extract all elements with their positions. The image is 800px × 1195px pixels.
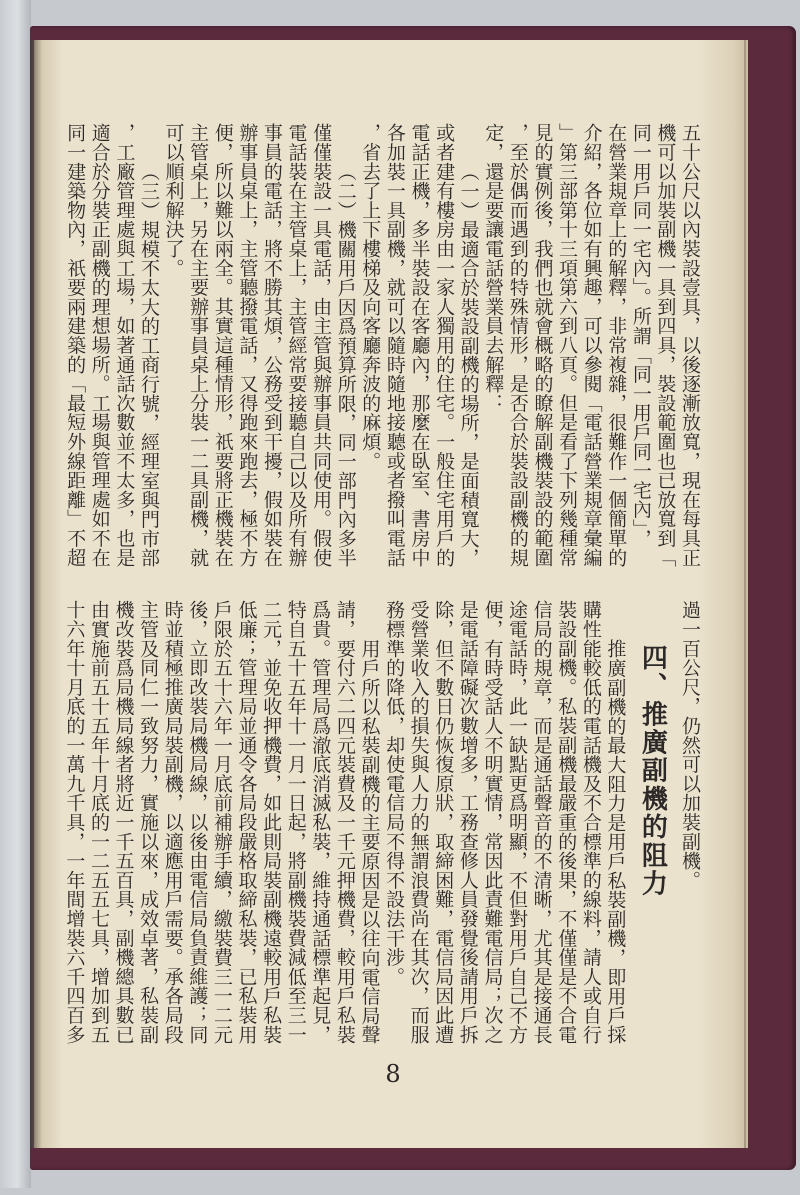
continuation-column: 過一百公尺，仍然可以加裝副機。 (679, 600, 701, 890)
text-column: 僅僅裝設一具電話，由主管與辦事員共同使用。假使 (310, 123, 333, 567)
text-column: （三）規模不太大的工商行號，經理室與門市部 (137, 161, 160, 567)
page-right-edge (744, 40, 746, 1148)
text-column: 十六年十月底的一萬九千具，一年間增裝六千四百多 (63, 600, 86, 1044)
text-column: 主管桌上，另在主要辦事員桌上分裝一二具副機，就 (187, 123, 210, 567)
text-column: 」第三部第十三項第六到八頁。但是看了下列幾種常 (556, 123, 579, 567)
text-column: ，至於偶而遇到的特殊情形，是否合於裝設副機的規 (506, 123, 529, 567)
lower-text-block (61, 600, 702, 1052)
text-column: 受營業收入的損失與人力的無謂浪費尚在其次，而服 (407, 600, 430, 1044)
text-column: 便，有時受話人不明實情，常因此責難電信局；次之 (481, 600, 504, 1044)
text-column: 低廉；管理局並通令各局段嚴格取締私裝，已私裝用 (235, 600, 258, 1044)
text-column: 爲貴。管理局爲澈底消滅私裝，維持通話標準起見， (309, 600, 332, 1044)
text-column: 可以順利解決了。 (162, 123, 185, 278)
text-column: 除，但不數日仍恢復原狀，取締困難，電信局因此遭 (432, 600, 455, 1044)
text-column: （一）最適合於裝設副機的場所，是面積寬大， (457, 161, 480, 567)
text-column: 同一用戶同一宅內」。所謂「同一用戶同一宅內」， (629, 123, 652, 548)
text-column: 推廣副機的最大阻力是用戶私裝副機，即用戶採 (604, 638, 627, 1044)
text-column: 戶限於五十六年一月底前補辦手續，繳裝費三一二元 (210, 600, 233, 1044)
text-column: 特自五十五年十一月一日起，將副機裝費減低至三一 (284, 600, 307, 1044)
page-number: 8 (385, 1060, 401, 1088)
text-column: 在營業規章上的解釋，非常複雜，很難作一個簡單的 (605, 123, 628, 567)
text-column: 主管及同仁一致努力，實施以來，成效卓著，私裝副 (137, 600, 160, 1044)
text-column: 辦事員桌上，主管聽撥電話，又得跑來跑去，極不方 (236, 123, 259, 567)
text-column: 便，所以難以兩全。其實這種情形，祇要將正機裝在 (211, 123, 234, 567)
text-column: 裝設副機。私裝副機最嚴重的後果，不僅僅是不合電 (555, 600, 578, 1044)
text-column: 介紹，各位如有興趣，可以參閱「電話營業規章彙編 (580, 123, 603, 567)
text-column: 途電話時，此一缺點更爲明顯，不但對用戶自己不方 (506, 600, 529, 1044)
previous-page-edge (0, 0, 31, 1188)
text-column: 請，要付六二四元裝費及一千元押機費，較用戶私裝 (333, 600, 356, 1044)
page-gutter-shadow (30, 40, 42, 1148)
text-column: 是電話障礙次數增多，工務查修人員發覺後請用戶拆 (456, 600, 479, 1044)
text-column: 信局的規章，而是通話聲音的不清晰，尤其是接通長 (530, 600, 553, 1044)
text-column: ，工廠管理處與工場，如著通話次數並不太多，也是 (113, 123, 136, 567)
text-column: （二）機關用戶因爲預算所限，同一部門內多半 (334, 161, 357, 567)
text-column: 由實施前五十五年十月底的一二五五七具，增加到五 (87, 600, 110, 1044)
text-column: 定，還是要讓電話營業員去解釋： (482, 123, 505, 413)
text-column: 適合於分裝正副機的理想場所。工場與管理處如不在 (88, 123, 111, 567)
text-column: 二元，並免收押機費，如此則局裝副機遠較用戶私裝 (260, 600, 283, 1044)
text-column: 事員的電話，將不勝其煩，公務受到干擾，假如裝在 (260, 123, 283, 567)
text-column: 或者建有樓房由一家人獨用的住宅。一般住宅用戶的 (433, 123, 456, 567)
text-column: 機改裝爲局機局線者將近一千五百具，副機總具數已 (112, 600, 135, 1044)
text-column: 各加裝一具副機，就可以隨時隨地接聽或者撥叫電話 (383, 123, 406, 567)
text-column: 用戶所以私裝副機的主要原因是以往向電信局聲 (358, 638, 381, 1044)
text-column: 後，立即改裝局機局線，以後由電信局負責維護；同 (186, 600, 209, 1044)
text-column: 同一建築物內，祇要兩建築的「最短外線距離」不超 (64, 123, 87, 567)
upper-text-block (62, 123, 702, 575)
text-column: 五十公尺以內裝設壹具，以後逐漸放寬，現在每具正 (679, 123, 701, 567)
text-column: 務標準的降低，却使電信局不得不設法干涉。 (383, 600, 406, 986)
text-column: 見的實例後，我們也就會概略的瞭解副機裝設的範圍 (531, 123, 554, 567)
text-column: 電話裝在主管桌上，主管經常要接聽自己以及所有辦 (285, 123, 308, 567)
text-column: ，省去了上下樓梯及向客廳奔波的麻煩。 (359, 123, 382, 471)
text-column: 時並積極推廣局裝副機，以適應用戶需要。承各局段 (161, 600, 184, 1044)
section-heading: 四、推廣副機的阻力 (637, 644, 668, 898)
text-column: 電話正機，多半裝設在客廳內，那麼在臥室、書房中 (408, 123, 431, 567)
text-column: 購性能較低的電話機及不合標準的線料，請人或自行 (579, 600, 602, 1044)
text-column: 機可以加裝副機一具到四具，裝設範圍也已放寬到「 (654, 123, 677, 567)
